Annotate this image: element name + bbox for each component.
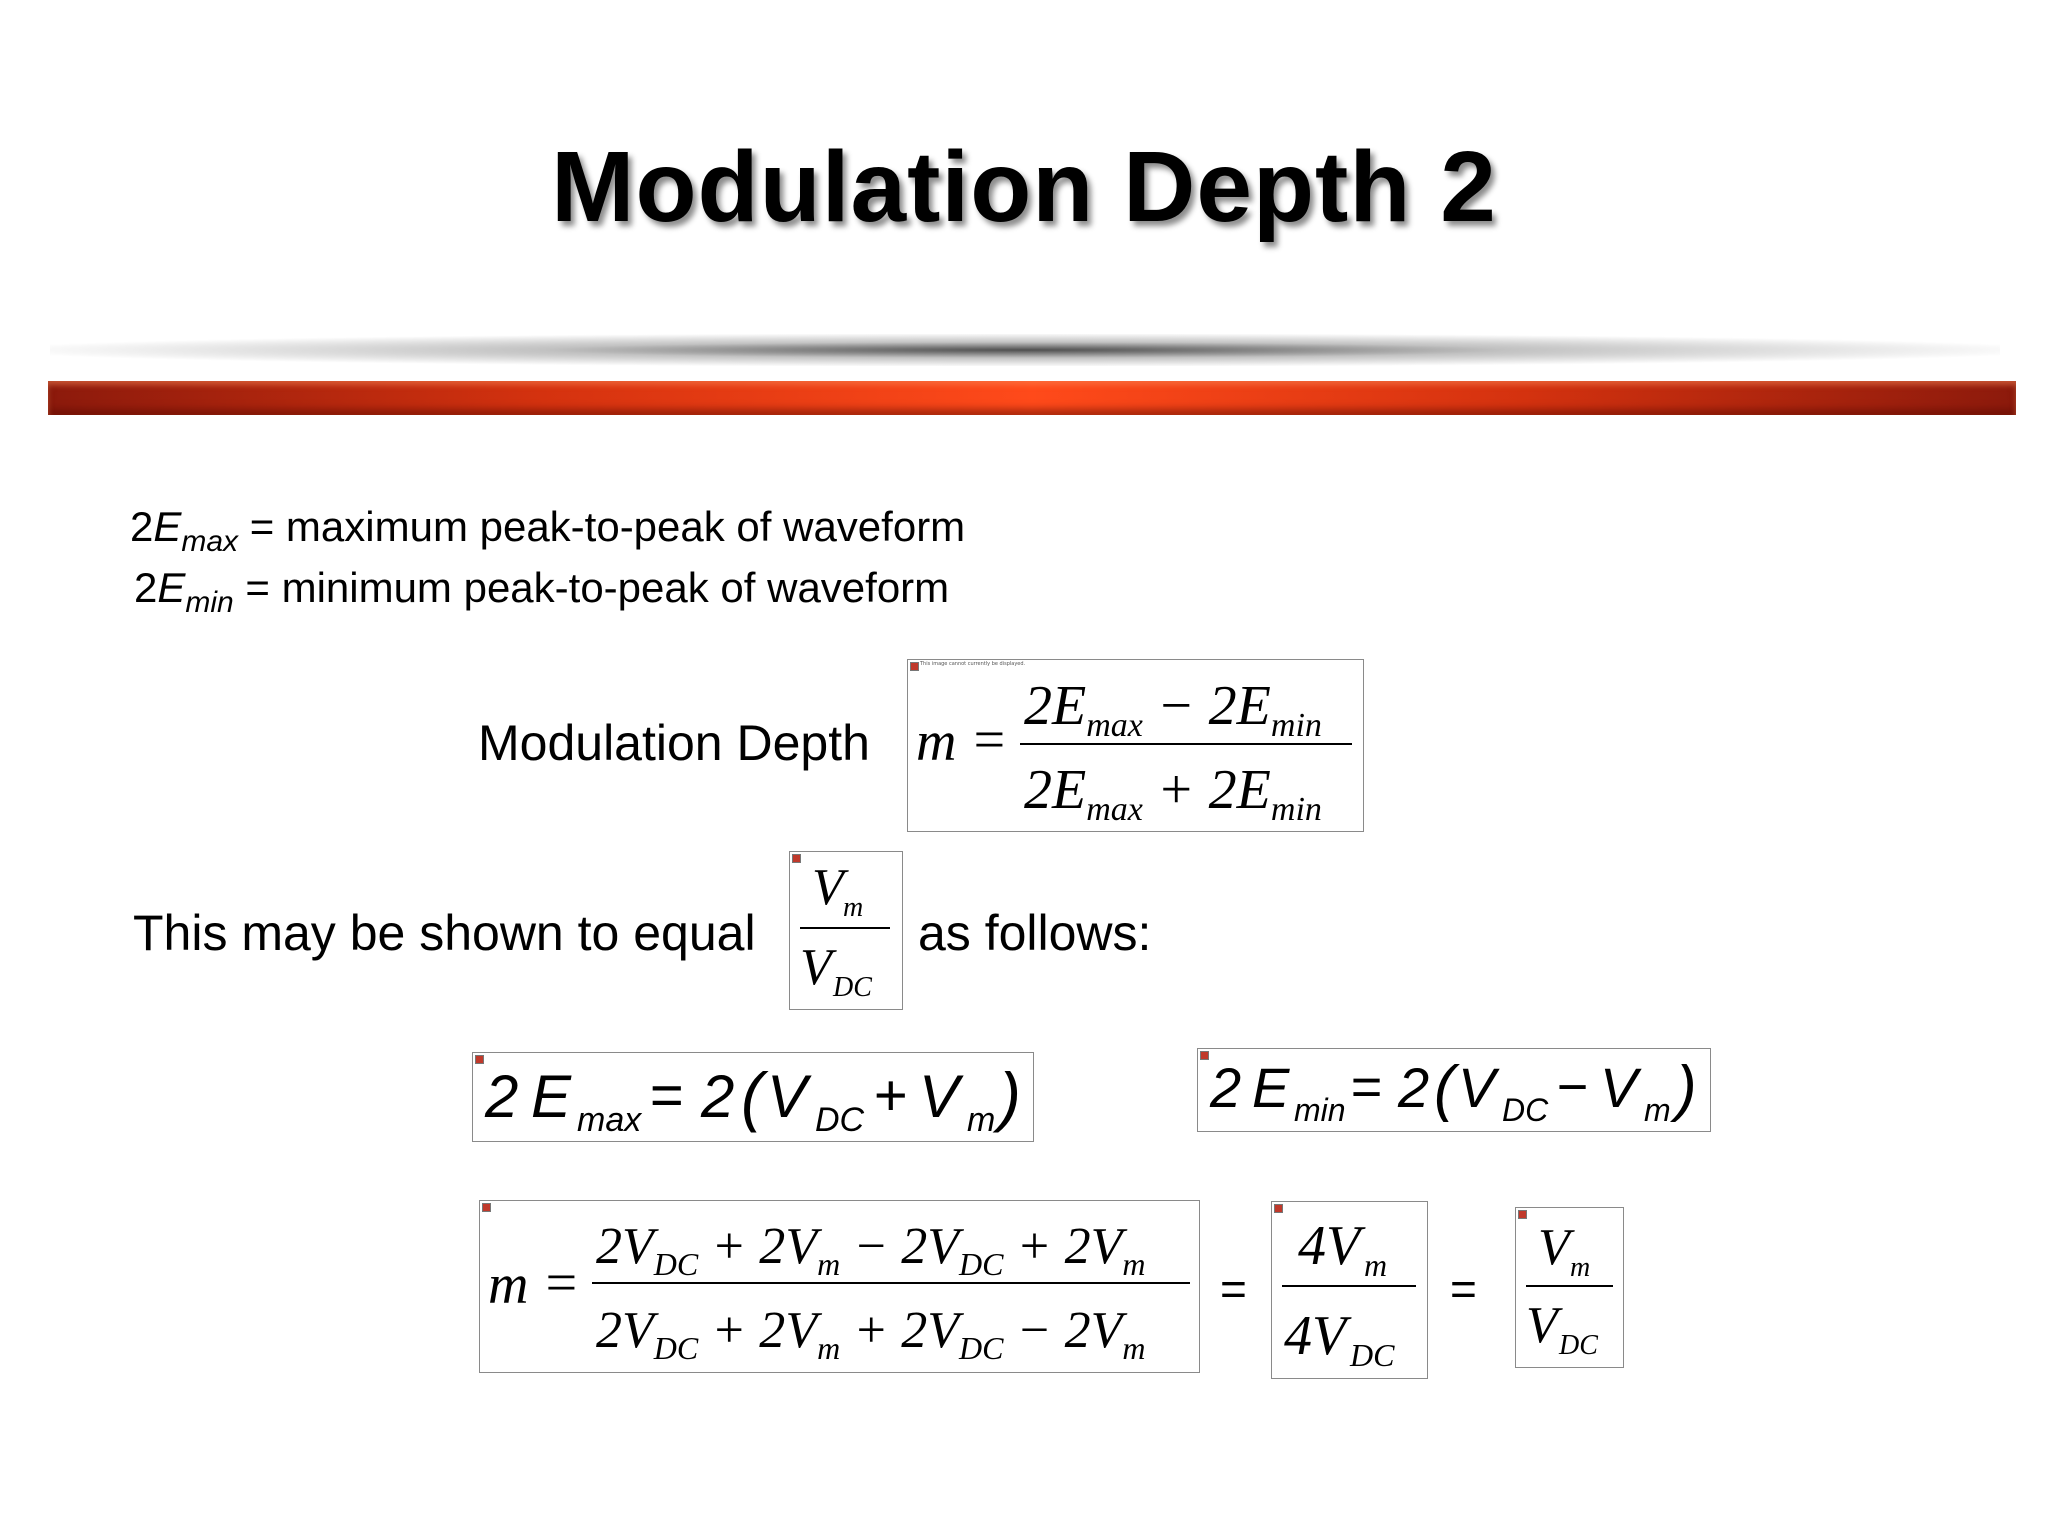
broken-image-text: This image cannot currently be displayed. xyxy=(920,661,1026,667)
definition-sub: min xyxy=(185,586,234,619)
svg-text:m: m xyxy=(843,892,864,923)
definition-sub: max xyxy=(181,525,239,558)
svg-text:−: − xyxy=(1556,1057,1588,1117)
svg-text:DC: DC xyxy=(1350,1337,1395,1373)
shown-suffix-text: as follows: xyxy=(918,905,1152,961)
definition-emin xyxy=(134,564,949,620)
title-shadow-divider xyxy=(50,334,2000,366)
svg-text:m: m xyxy=(967,1101,996,1139)
svg-text:m: m xyxy=(1364,1247,1388,1283)
svg-text:+: + xyxy=(873,1063,907,1128)
svg-text:m: m xyxy=(488,1254,529,1316)
svg-text:V: V xyxy=(1526,1297,1558,1354)
svg-text:): ) xyxy=(1676,1054,1697,1123)
broken-image-icon xyxy=(475,1055,484,1064)
broken-image-icon xyxy=(792,854,801,863)
definition-var: E xyxy=(153,503,182,550)
svg-text:): ) xyxy=(999,1059,1021,1133)
svg-text:2: 2 xyxy=(701,1063,735,1130)
svg-text:m: m xyxy=(1570,1252,1591,1283)
vm-over-vdc-inline xyxy=(789,851,903,1010)
broken-image-icon xyxy=(1274,1204,1283,1213)
svg-text:2Emax − 2Emin: $2E_{max} - 2E_{min}$ xyxy=(1024,675,1322,744)
equals-sign: = xyxy=(1220,1263,1247,1315)
svg-text:min: min xyxy=(1294,1092,1346,1128)
svg-text:=: = xyxy=(542,1252,580,1314)
svg-text:m: m xyxy=(916,711,957,773)
fraction-svg xyxy=(1272,1202,1427,1378)
svg-text:V: V xyxy=(1538,1219,1570,1276)
definition-emax xyxy=(130,503,965,559)
emax-svg xyxy=(473,1053,1033,1141)
svg-text:m: m xyxy=(1644,1092,1671,1128)
definition-prefix: 2 xyxy=(134,564,158,611)
svg-text:(: ( xyxy=(1434,1054,1455,1123)
svg-text:=: = xyxy=(970,709,1008,771)
svg-text:max: max xyxy=(577,1101,642,1139)
red-divider-bar xyxy=(48,381,2016,415)
slide-title: Modulation Depth 2 xyxy=(551,131,1497,243)
svg-text:2Emax + 2Emin: $2E_{max} + 2E_{min}$ xyxy=(1024,759,1322,828)
fraction-svg xyxy=(790,852,902,1009)
svg-text:V: V xyxy=(767,1063,808,1130)
svg-text:=: = xyxy=(649,1063,683,1128)
svg-text:V: V xyxy=(800,939,832,996)
svg-text:DC: DC xyxy=(833,972,872,1003)
shown-prefix-text: This may be shown to equal xyxy=(133,905,756,961)
svg-text:4V: 4V xyxy=(1298,1215,1361,1277)
modulation-depth-equation xyxy=(907,659,1364,832)
fraction-svg xyxy=(1516,1208,1623,1367)
equals-sign: = xyxy=(1450,1263,1477,1315)
svg-text:2: 2 xyxy=(485,1063,519,1130)
four-vm-over-four-vdc xyxy=(1271,1201,1428,1379)
svg-text:2VDC + 2Vm − 2VDC + 2Vm: $2V_{DC} + 2V_m - 2V_{DC} + 2V_m$ xyxy=(596,1218,1146,1282)
definition-prefix: 2 xyxy=(130,503,154,550)
svg-text:DC: DC xyxy=(1559,1330,1598,1361)
expanded-m-equation xyxy=(479,1200,1200,1373)
broken-image-icon xyxy=(1200,1051,1209,1060)
definition-text: = maximum peak-to-peak of waveform xyxy=(238,503,966,550)
svg-text:V: V xyxy=(812,859,844,916)
svg-text:4V: 4V xyxy=(1284,1305,1347,1367)
svg-text:(: ( xyxy=(741,1059,763,1133)
definition-text: = minimum peak-to-peak of waveform xyxy=(233,564,950,611)
broken-image-icon xyxy=(482,1203,491,1212)
svg-text:2: 2 xyxy=(1210,1056,1242,1119)
emin-svg xyxy=(1198,1049,1710,1131)
expanded-svg xyxy=(480,1201,1199,1372)
svg-text:2: 2 xyxy=(1398,1056,1430,1119)
svg-text:E: E xyxy=(1252,1056,1290,1119)
definition-var: E xyxy=(157,564,186,611)
equation-svg xyxy=(908,660,1363,831)
svg-text:DC: DC xyxy=(815,1101,865,1139)
modulation-depth-label: Modulation Depth xyxy=(478,715,870,771)
svg-text:E: E xyxy=(531,1063,572,1130)
svg-text:=: = xyxy=(1350,1057,1382,1117)
svg-text:V: V xyxy=(1458,1056,1496,1119)
emin-equation xyxy=(1197,1048,1711,1132)
final-vm-over-vdc xyxy=(1515,1207,1624,1368)
svg-text:DC: DC xyxy=(1502,1092,1549,1128)
svg-text:V: V xyxy=(919,1063,960,1130)
emax-equation xyxy=(472,1052,1034,1142)
broken-image-icon xyxy=(1518,1210,1527,1219)
svg-text:2VDC + 2Vm + 2VDC − 2Vm: $2V_{DC} + 2V_m + 2V_{DC} - 2V_m$ xyxy=(596,1302,1146,1366)
broken-image-icon xyxy=(910,662,919,671)
svg-text:V: V xyxy=(1600,1056,1638,1119)
